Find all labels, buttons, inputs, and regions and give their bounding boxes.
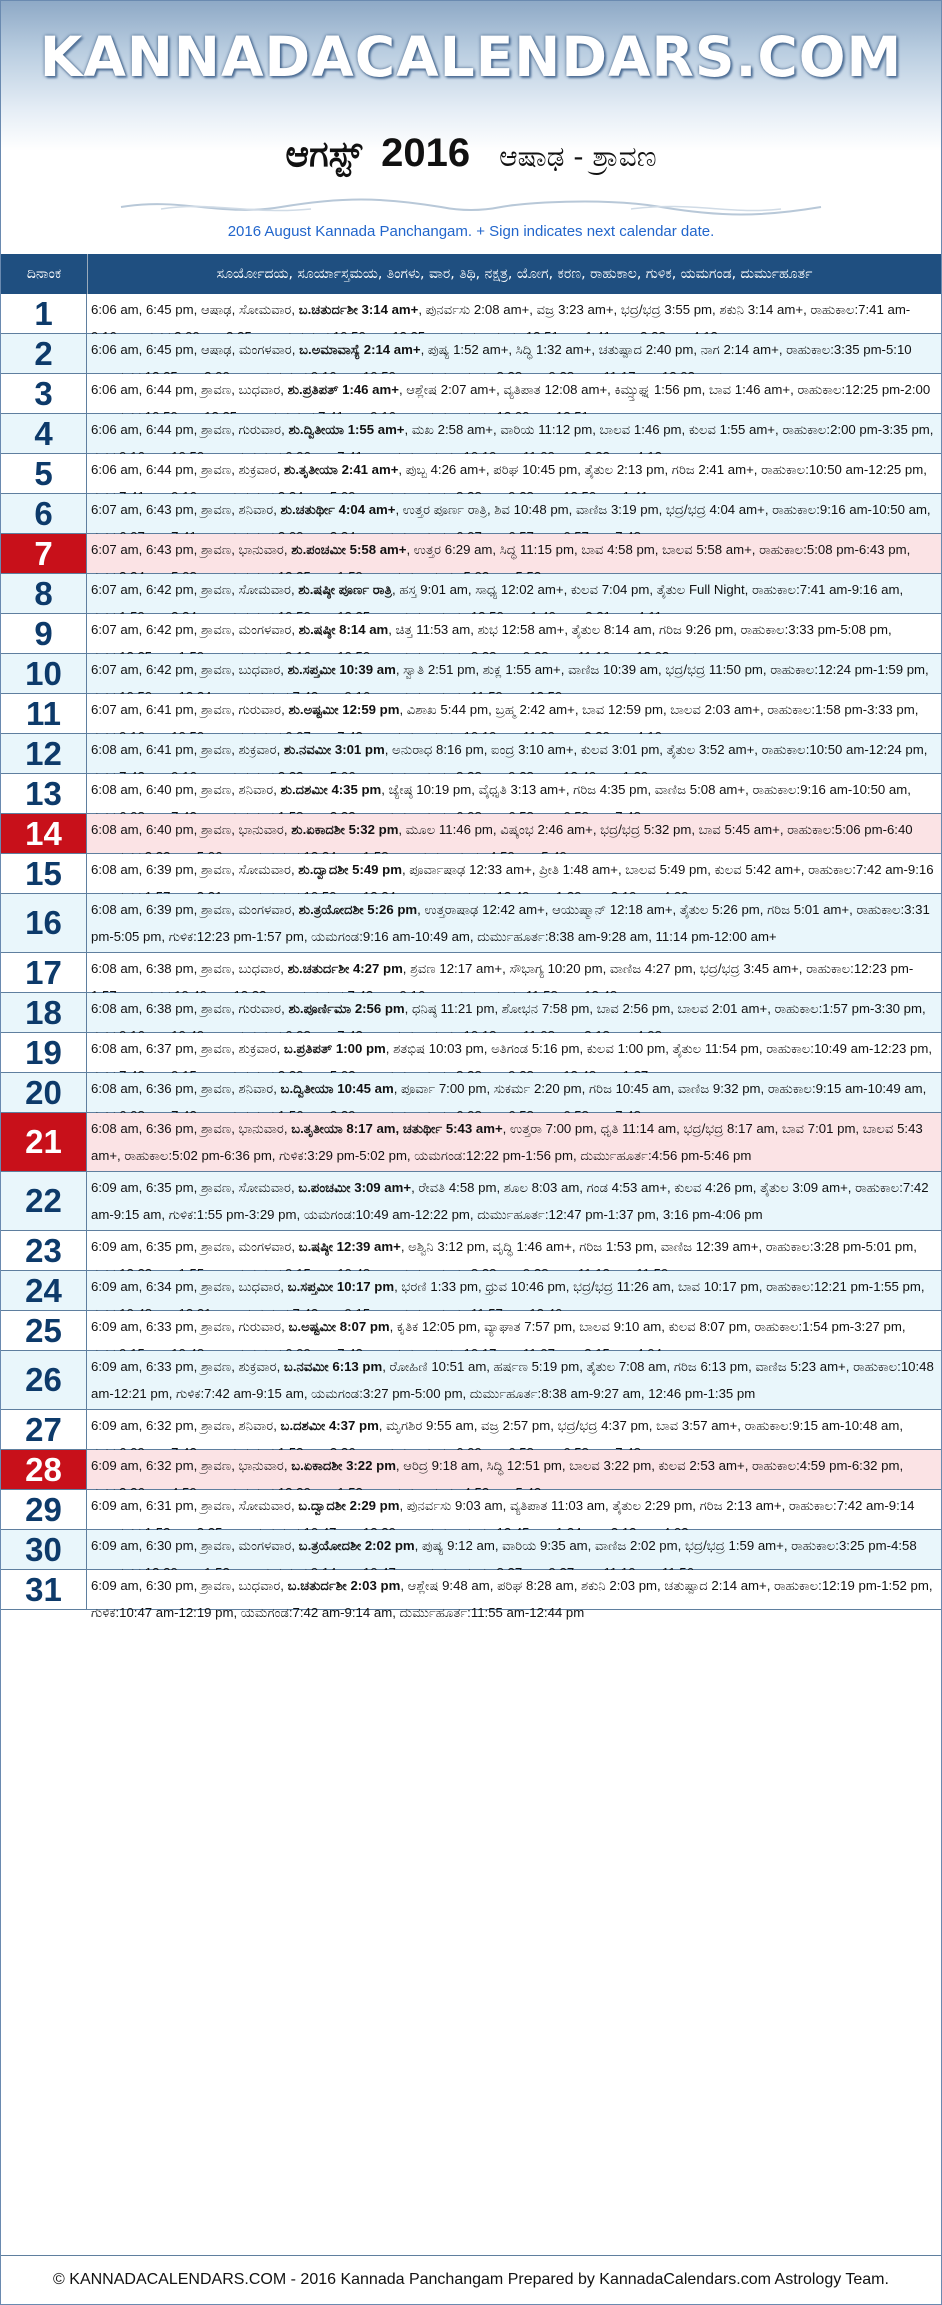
month-name: ಆಗಸ್ಟ್ xyxy=(285,134,362,175)
table-row xyxy=(1,1073,941,1113)
table-row xyxy=(1,734,941,774)
tithi: ಶು.ದ್ವಿತೀಯಾ 1:55 am+ xyxy=(288,422,405,437)
day-number: 10 xyxy=(1,654,87,693)
sun-month-weekday: 6:09 am, 6:31 pm, ಶ್ರಾವಣ, ಸೋಮವಾರ, xyxy=(91,1498,299,1513)
panchanga-details: , ಪೂರ್ವಾಷಾಢ 12:33 am+, ಪ್ರೀತಿ 1:48 am+, ಬಾಲವ 5:49 pm, ಕುಲವ 5:42 am+, ರಾಹುಕಾಲ:7:42 am-9:16 xyxy=(401,862,934,877)
day-details xyxy=(87,414,941,453)
table-header xyxy=(1,254,941,294)
sun-month-weekday: 6:09 am, 6:35 pm, ಶ್ರಾವಣ, ಮಂಗಳವಾರ, xyxy=(91,1239,299,1254)
tithi: ಶು.ಷಷ್ಠೀ 8:14 am xyxy=(298,622,389,637)
day-number: 13 xyxy=(1,774,87,813)
tithi: ಬ.ತ್ರಯೋದಶೀ 2:02 pm xyxy=(298,1538,415,1553)
sun-month-weekday: 6:08 am, 6:40 pm, ಶ್ರಾವಣ, ಶನಿವಾರ, xyxy=(91,782,281,797)
footer: © KANNADACALENDARS.COM - 2016 Kannada Panchangam Prepared by KannadaCalendars.com Astrology Team. xyxy=(1,2255,941,2304)
sun-month-weekday: 6:08 am, 6:39 pm, ಶ್ರಾವಣ, ಸೋಮವಾರ, xyxy=(91,862,299,877)
panchanga-details: , ಶ್ರವಣ 12:17 am+, ಸೌಭಾಗ್ಯ 10:20 pm, ವಾಣಿಜ 4:27 pm, ಭದ್ರ/ಭದ್ರ 3:45 am+, ರಾಹುಕಾಲ:12:23 pm- xyxy=(402,961,914,976)
masa-name: ಆಷಾಢ - ಶ್ರಾವಣ xyxy=(499,140,657,173)
day-details xyxy=(87,1033,941,1072)
sun-month-weekday: 6:06 am, 6:44 pm, ಶ್ರಾವಣ, ಶುಕ್ರವಾರ, xyxy=(91,462,284,477)
sun-month-weekday: 6:08 am, 6:38 pm, ಶ್ರಾವಣ, ಗುರುವಾರ, xyxy=(91,1001,289,1016)
day-number: 19 xyxy=(1,1033,87,1072)
tithi: ಶು.ಚತುರ್ದಶೀ 4:27 pm xyxy=(287,961,403,976)
table-row xyxy=(1,494,941,534)
tithi: ಶು.ಏಕಾದಶೀ 5:32 pm xyxy=(291,822,399,837)
panchanga-details: , ಶತಭಿಷ 10:03 pm, ಅತಿಗಂಡ 5:16 pm, ಕುಲವ 1:00 pm, ತೈತುಲ 11:54 pm, ರಾಹುಕಾಲ:10:49 am-12:23 pm, xyxy=(385,1041,932,1056)
day-details xyxy=(87,294,941,333)
tithi: ಶು.ಅಷ್ಟಮೀ 12:59 pm xyxy=(288,702,400,717)
day-number: 14 xyxy=(1,814,87,853)
sun-month-weekday: 6:09 am, 6:33 pm, ಶ್ರಾವಣ, ಗುರುವಾರ, xyxy=(91,1319,289,1334)
sun-month-weekday: 6:07 am, 6:42 pm, ಶ್ರಾವಣ, ಮಂಗಳವಾರ, xyxy=(91,622,299,637)
sun-month-weekday: 6:08 am, 6:41 pm, ಶ್ರಾವಣ, ಶುಕ್ರವಾರ, xyxy=(91,742,284,757)
tithi: ಬ.ದಶಮೀ 4:37 pm xyxy=(280,1418,379,1433)
day-number: 11 xyxy=(1,694,87,733)
panchanga-details: , ಉತ್ತರಾಷಾಢ 12:42 am+, ಆಯುಷ್ಮಾನ್ 12:18 am+, ತೈತುಲ 5:26 pm, ಗರಿಜ 5:01 am+, ರಾಹುಕಾಲ:3:31 pm-5:05 pm, ಗುಳಿಕ:12:23 pm-1:57 pm, ಯಮಗಂಡ:9:16 am-10:49 am, ದುರ್ಮುಹೂರ್ತ:8:38 am-9:28 am, 11:14 pm-12:00 am+ xyxy=(91,902,930,944)
day-number: 6 xyxy=(1,494,87,533)
table-row xyxy=(1,334,941,374)
day-number: 18 xyxy=(1,993,87,1032)
sun-month-weekday: 6:07 am, 6:43 pm, ಶ್ರಾವಣ, ಭಾನುವಾರ, xyxy=(91,542,292,557)
panchanga-details: , ಆರಿದ್ರ 9:18 am, ಸಿದ್ಧಿ 12:51 pm, ಬಾಲವ 3:22 pm, ಕುಲವ 2:53 am+, ರಾಹುಕಾಲ:4:59 pm-6:32 pm, xyxy=(395,1458,904,1473)
table-row xyxy=(1,894,941,953)
panchanga-details: , ಅಶ್ವಿನಿ 3:12 pm, ವೃದ್ಧಿ 1:46 am+, ಗರಿಜ 1:53 pm, ವಾಣಿಜ 12:39 am+, ರಾಹುಕಾಲ:3:28 pm-5:01 pm, xyxy=(400,1239,917,1254)
panchanga-details: , ಪೂರ್ವಾ 7:00 pm, ಸುಕರ್ಮ 2:20 pm, ಗರಿಜ 10:45 am, ವಾಣಿಜ 9:32 pm, ರಾಹುಕಾಲ:9:15 am-10:49 am, xyxy=(393,1081,927,1096)
panchanga-details: , ಜ್ಯೇಷ್ಠ 10:19 pm, ವೈಧೃತಿ 3:13 am+, ಗರಿಜ 4:35 pm, ವಾಣಿಜ 5:08 am+, ರಾಹುಕಾಲ:9:16 am-10:50 am, xyxy=(381,782,911,797)
table-row xyxy=(1,953,941,993)
panchanga-details: , ಉತ್ತರಾ 7:00 pm, ಧೃತಿ 11:14 am, ಭದ್ರ/ಭದ್ರ 8:17 am, ಬಾವ 7:01 pm, ಬಾಲವ 5:43 am+, ರಾಹುಕಾಲ:5:02 pm-6:36 pm, ಗುಳಿಕ:3:29 pm-5:02 pm, ಯಮಗಂಡ:12:22 pm-1:56 pm, ದುರ್ಮುಹೂರ್ತ:4:56 pm-5:46 pm xyxy=(91,1121,923,1163)
tithi: ಶು.ಪ್ರತಿಪತ್ 1:46 am+ xyxy=(287,382,399,397)
panchanga-details: , ಪುಷ್ಯ 1:52 am+, ಸಿದ್ಧಿ 1:32 am+, ಚತುಷ್ಪಾದ 2:40 pm, ನಾಗ 2:14 am+, ರಾಹುಕಾಲ:3:35 pm-5:10 xyxy=(420,342,912,357)
tithi: ಶು.ತ್ರಯೋದಶೀ 5:26 pm xyxy=(298,902,418,917)
day-details xyxy=(87,1172,941,1230)
table-row xyxy=(1,534,941,574)
sun-month-weekday: 6:07 am, 6:41 pm, ಶ್ರಾವಣ, ಗುರುವಾರ, xyxy=(91,702,289,717)
table-row xyxy=(1,1570,941,1620)
day-number: 15 xyxy=(1,854,87,893)
panchanga-details: , ಪುನರ್ವಸು 9:03 am, ವ್ಯತಿಪಾತ 11:03 am, ತೈತುಲ 2:29 pm, ಗರಿಜ 2:13 am+, ರಾಹುಕಾಲ:7:42 am-9:14 xyxy=(399,1498,915,1513)
day-number: 24 xyxy=(1,1271,87,1310)
site-title: KANNADACALENDARS.COM xyxy=(39,25,903,89)
sun-month-weekday: 6:09 am, 6:32 pm, ಶ್ರಾವಣ, ಭಾನುವಾರ, xyxy=(91,1458,292,1473)
year: 2016 xyxy=(381,131,471,175)
day-details xyxy=(87,694,941,733)
day-number: 9 xyxy=(1,614,87,653)
table-row xyxy=(1,1271,941,1311)
day-details xyxy=(87,574,941,613)
day-details xyxy=(87,993,941,1032)
table-row xyxy=(1,814,941,854)
sun-month-weekday: 6:08 am, 6:40 pm, ಶ್ರಾವಣ, ಭಾನುವಾರ, xyxy=(91,822,292,837)
panchanga-details: , ಮೂಲ 11:46 pm, ವಿಷ್ಕಂಭ 2:46 am+, ಭದ್ರ/ಭದ್ರ 5:32 pm, ಬಾವ 5:45 am+, ರಾಹುಕಾಲ:5:06 pm-6:40 xyxy=(398,822,913,837)
day-number: 8 xyxy=(1,574,87,613)
day-details xyxy=(87,953,941,992)
table-row xyxy=(1,574,941,614)
tithi: ಶು.ದಶಮೀ 4:35 pm xyxy=(280,782,382,797)
table-row xyxy=(1,1450,941,1490)
tithi: ಶು.ಚತುರ್ಥೀ 4:04 am+ xyxy=(280,502,396,517)
tithi: ಬ.ದ್ವಿತೀಯಾ 10:45 am xyxy=(280,1081,394,1096)
header-banner xyxy=(1,1,941,254)
sun-month-weekday: 6:08 am, 6:36 pm, ಶ್ರಾವಣ, ಶನಿವಾರ, xyxy=(91,1081,281,1096)
tithi: ಶು.ಸಪ್ತಮೀ 10:39 am xyxy=(287,662,396,677)
day-number: 25 xyxy=(1,1311,87,1350)
table-row xyxy=(1,454,941,494)
day-number: 12 xyxy=(1,734,87,773)
day-details xyxy=(87,1410,941,1449)
panchanga-details: , ರೋಹಿಣಿ 10:51 am, ಹರ್ಷಣ 5:19 pm, ತೈತುಲ 7:08 am, ಗರಿಜ 6:13 pm, ವಾಣಿಜ 5:23 am+, ರಾಹುಕಾಲ:10:48 am-12:21 pm, ಗುಳಿಕ:7:42 am-9:15 am, ಯಮಗಂಡ:3:27 pm-5:00 pm, ದುರ್ಮುಹೂರ್ತ:8:38 am-9:27 am, 12:46 pm-1:35 pm xyxy=(91,1359,934,1401)
table-row xyxy=(1,1172,941,1231)
sun-month-weekday: 6:06 am, 6:45 pm, ಆಷಾಢ, ಮಂಗಳವಾರ, xyxy=(91,342,300,357)
day-details xyxy=(87,854,941,893)
day-details xyxy=(87,614,941,653)
day-number: 16 xyxy=(1,894,87,952)
day-details xyxy=(87,1113,941,1171)
day-number: 26 xyxy=(1,1351,87,1409)
table-row xyxy=(1,1311,941,1351)
table-row xyxy=(1,414,941,454)
panchanga-details: , ಪುನರ್ವಸು 2:08 am+, ವಜ್ರ 3:23 am+, ಭದ್ರ/ಭದ್ರ 3:55 pm, ಶಕುನಿ 3:14 am+, ರಾಹುಕಾಲ:7:41 am- xyxy=(418,302,911,317)
sun-month-weekday: 6:06 am, 6:45 pm, ಆಷಾಢ, ಸೋಮವಾರ, xyxy=(91,302,299,317)
day-number: 20 xyxy=(1,1073,87,1112)
day-details xyxy=(87,814,941,853)
day-details xyxy=(87,374,941,413)
tithi: ಶು.ಪಂಚಮೀ 5:58 am+ xyxy=(291,542,407,557)
panchanga-details: , ಭರಣಿ 1:33 pm, ಧ್ರುವ 10:46 pm, ಭದ್ರ/ಭದ್ರ 11:26 am, ಬಾವ 10:17 pm, ರಾಹುಕಾಲ:12:21 pm-1:55 pm, xyxy=(394,1279,925,1294)
panchanga-details: , ಮೃಗಶಿರ 9:55 am, ವಜ್ರ 2:57 pm, ಭದ್ರ/ಭದ್ರ 4:37 pm, ಬಾವ 3:57 am+, ರಾಹುಕಾಲ:9:15 am-10:48 am, xyxy=(378,1418,904,1433)
table-row xyxy=(1,1113,941,1172)
day-number: 21 xyxy=(1,1113,87,1171)
day-details xyxy=(87,1311,941,1350)
panchanga-details: , ಅನುರಾಧ 8:16 pm, ಐಂದ್ರ 3:10 am+, ಕುಲವ 3:01 pm, ತೈತುಲ 3:52 am+, ರಾಹುಕಾಲ:10:50 am-12:24 pm, xyxy=(384,742,928,757)
day-details xyxy=(87,894,941,952)
tithi: ಬ.ಸಪ್ತಮೀ 10:17 pm xyxy=(287,1279,395,1294)
sun-month-weekday: 6:08 am, 6:36 pm, ಶ್ರಾವಣ, ಭಾನುವಾರ, xyxy=(91,1121,292,1136)
panchanga-details: , ಮಖ 2:58 am+, ವಾರಿಯ 11:12 pm, ಬಾಲವ 1:46 pm, ಕುಲವ 1:55 am+, ರಾಹುಕಾಲ:2:00 pm-3:35 pm, xyxy=(404,422,934,437)
day-details xyxy=(87,1490,941,1529)
tithi: ಶು.ದ್ವಾದಶೀ 5:49 pm xyxy=(298,862,402,877)
sun-month-weekday: 6:09 am, 6:35 pm, ಶ್ರಾವಣ, ಸೋಮವಾರ, xyxy=(91,1180,299,1195)
day-number: 30 xyxy=(1,1530,87,1569)
header-details: ಸೂರ್ಯೋದಯ, ಸೂರ್ಯಾಸ್ತಮಯ, ತಿಂಗಳು, ವಾರ, ತಿಥಿ, ನಕ್ಷತ್ರ, ಯೋಗ, ಕರಣ, ರಾಹುಕಾಲ, ಗುಳಿಕ, ಯಮಗಂಡ, ದುರ್ಮುಹೂರ್ತ xyxy=(216,266,813,282)
sun-month-weekday: 6:07 am, 6:42 pm, ಶ್ರಾವಣ, ಸೋಮವಾರ, xyxy=(91,582,299,597)
sun-month-weekday: 6:09 am, 6:32 pm, ಶ್ರಾವಣ, ಶನಿವಾರ, xyxy=(91,1418,281,1433)
day-details xyxy=(87,534,941,573)
day-details xyxy=(87,1351,941,1409)
tithi: ಬ.ಅಮಾವಾಸ್ಯೆ 2:14 am+ xyxy=(299,342,421,357)
table-row xyxy=(1,654,941,694)
sun-month-weekday: 6:07 am, 6:42 pm, ಶ್ರಾವಣ, ಬುಧವಾರ, xyxy=(91,662,288,677)
sun-month-weekday: 6:06 am, 6:44 pm, ಶ್ರಾವಣ, ಬುಧವಾರ, xyxy=(91,382,288,397)
sun-month-weekday: 6:08 am, 6:37 pm, ಶ್ರಾವಣ, ಶುಕ್ರವಾರ, xyxy=(91,1041,284,1056)
panchanga-details: , ವಿಶಾಖ 5:44 pm, ಬ್ರಹ್ಮ 2:42 am+, ಬಾವ 12:59 pm, ಬಾಲವ 2:03 am+, ರಾಹುಕಾಲ:1:58 pm-3:33 pm, xyxy=(399,702,919,717)
tithi: ಬ.ಷಷ್ಠೀ 12:39 am+ xyxy=(298,1239,401,1254)
day-details xyxy=(87,1271,941,1310)
table-row xyxy=(1,1490,941,1530)
panchanga-details: , ಉತ್ತರ 6:29 am, ಸಿದ್ಧ 11:15 pm, ಬಾವ 4:58 pm, ಬಾಲವ 5:58 am+, ರಾಹುಕಾಲ:5:08 pm-6:43 pm, xyxy=(406,542,911,557)
panchanga-details: , ಚಿತ್ತ 11:53 am, ಶುಭ 12:58 am+, ತೈತುಲ 8:14 am, ಗರಿಜ 9:26 pm, ರಾಹುಕಾಲ:3:33 pm-5:08 pm, xyxy=(388,622,892,637)
panchanga-details: , ರೇವತಿ 4:58 pm, ಶೂಲ 8:03 am, ಗಂಡ 4:53 am+, ಕುಲವ 4:26 pm, ತೈತುಲ 3:09 am+, ರಾಹುಕಾಲ:7:42 am-9:15 am, ಗುಳಿಕ:1:55 pm-3:29 pm, ಯಮಗಂಡ:10:49 am-12:22 pm, ದುರ್ಮುಹೂರ್ತ:12:47 pm-1:37 pm, 3:16 pm-4:06 pm xyxy=(91,1180,929,1222)
sun-month-weekday: 6:08 am, 6:38 pm, ಶ್ರಾವಣ, ಬುಧವಾರ, xyxy=(91,961,288,976)
subtitle: 2016 August Kannada Panchangam. + Sign indicates next calendar date. xyxy=(227,223,715,240)
tithi: ಬ.ಚತುರ್ದಶೀ 3:14 am+ xyxy=(298,302,419,317)
tithi: ಬ.ನವಮೀ 6:13 pm xyxy=(283,1359,383,1374)
panchanga-details: , ಆಶ್ಲೇಷ 9:48 am, ಪರಿಘ 8:28 am, ಶಕುನಿ 2:03 pm, ಚತುಷ್ಪಾದ 2:14 am+, ರಾಹುಕಾಲ:12:19 pm-1:52 pm, ಗುಳಿಕ:10:47 am-12:19 pm, ಯಮಗಂಡ:7:42 am-9:14 am, ದುರ್ಮುಹೂರ್ತ:11:55 am-12:44 pm xyxy=(91,1578,933,1620)
day-details xyxy=(87,454,941,493)
table-row xyxy=(1,854,941,894)
sun-month-weekday: 6:06 am, 6:44 pm, ಶ್ರಾವಣ, ಗುರುವಾರ, xyxy=(91,422,289,437)
day-number: 1 xyxy=(1,294,87,333)
day-number: 29 xyxy=(1,1490,87,1529)
page-title xyxy=(1,131,941,176)
tithi: ಬ.ಪ್ರತಿಪತ್ 1:00 pm xyxy=(283,1041,386,1056)
day-number: 3 xyxy=(1,374,87,413)
table-row xyxy=(1,774,941,814)
panchanga-details: , ಪುಬ್ಬ 4:26 am+, ಪರಿಘ 10:45 pm, ತೈತುಲ 2:13 pm, ಗರಿಜ 2:41 am+, ರಾಹುಕಾಲ:10:50 am-12:25 pm, xyxy=(398,462,927,477)
day-details xyxy=(87,1450,941,1489)
day-details xyxy=(87,774,941,813)
table-row xyxy=(1,374,941,414)
header-date: ದಿನಾಂಕ xyxy=(1,254,88,294)
sun-month-weekday: 6:08 am, 6:39 pm, ಶ್ರಾವಣ, ಮಂಗಳವಾರ, xyxy=(91,902,299,917)
panchanga-details: , ಆಶ್ಲೇಷ 2:07 am+, ವ್ಯತಿಪಾತ 12:08 am+, ಕಿಮ್ಸ್ತುಘ್ನ 1:56 pm, ಬಾವ 1:46 am+, ರಾಹುಕಾಲ:12:25 pm-2:00 xyxy=(398,382,931,397)
tithi: ಬ.ಏಕಾದಶೀ 3:22 pm xyxy=(291,1458,396,1473)
panchanga-details: , ಹಸ್ತ 9:01 am, ಸಾಧ್ಯ 12:02 am+, ಕುಲವ 7:04 pm, ತೈತುಲ Full Night, ರಾಹುಕಾಲ:7:41 am-9:16 am, xyxy=(392,582,904,597)
day-number: 22 xyxy=(1,1172,87,1230)
table-row xyxy=(1,1231,941,1271)
day-number: 27 xyxy=(1,1410,87,1449)
tithi: ಬ.ದ್ವಾದಶೀ 2:29 pm xyxy=(298,1498,400,1513)
tithi: ಶು.ಪೂರ್ಣಿಮಾ 2:56 pm xyxy=(288,1001,405,1016)
day-number: 17 xyxy=(1,953,87,992)
tithi: ಬ.ಚತುರ್ದಶೀ 2:03 pm xyxy=(287,1578,401,1593)
panchanga-details: , ಪುಷ್ಯ 9:12 am, ವಾರಿಯ 9:35 am, ವಾಣಿಜ 2:02 pm, ಭದ್ರ/ಭದ್ರ 1:59 am+, ರಾಹುಕಾಲ:3:25 pm-4:58 xyxy=(414,1538,917,1553)
day-number: 2 xyxy=(1,334,87,373)
day-number: 28 xyxy=(1,1450,87,1489)
table-row xyxy=(1,294,941,334)
sun-month-weekday: 6:09 am, 6:30 pm, ಶ್ರಾವಣ, ಬುಧವಾರ, xyxy=(91,1578,288,1593)
day-details xyxy=(87,1570,941,1620)
table-row xyxy=(1,1033,941,1073)
panchanga-details: , ಧನಿಷ್ಠ 11:21 pm, ಶೋಭನ 7:58 pm, ಬಾವ 2:56 pm, ಬಾಲವ 2:01 am+, ರಾಹುಕಾಲ:1:57 pm-3:30 pm, xyxy=(404,1001,926,1016)
table-row xyxy=(1,694,941,734)
tithi: ಬ.ತೃತೀಯಾ 8:17 am, ಚತುರ್ಥೀ 5:43 am+ xyxy=(291,1121,503,1136)
day-details xyxy=(87,1530,941,1569)
tithi: ಶು.ಷಷ್ಠೀ ಪೂರ್ಣ ರಾತ್ರಿ xyxy=(298,582,392,597)
day-details xyxy=(87,654,941,693)
table-row xyxy=(1,1410,941,1450)
day-number: 23 xyxy=(1,1231,87,1270)
tithi: ಶು.ನವಮೀ 3:01 pm xyxy=(283,742,385,757)
days-table xyxy=(1,294,941,1620)
day-details xyxy=(87,734,941,773)
table-row xyxy=(1,1351,941,1410)
sun-month-weekday: 6:09 am, 6:33 pm, ಶ್ರಾವಣ, ಶುಕ್ರವಾರ, xyxy=(91,1359,284,1374)
day-number: 5 xyxy=(1,454,87,493)
day-details xyxy=(87,1231,941,1270)
day-details xyxy=(87,334,941,373)
panchanga-details: , ಸ್ವಾತಿ 2:51 pm, ಶುಕ್ಲ 1:55 am+, ವಾಣಿಜ 10:39 am, ಭದ್ರ/ಭದ್ರ 11:50 pm, ರಾಹುಕಾಲ:12:24 pm-1:59 pm, xyxy=(395,662,929,677)
tithi: ಶು.ತೃತೀಯಾ 2:41 am+ xyxy=(283,462,399,477)
sun-month-weekday: 6:09 am, 6:34 pm, ಶ್ರಾವಣ, ಬುಧವಾರ, xyxy=(91,1279,288,1294)
tithi: ಬ.ಪಂಚಮೀ 3:09 am+ xyxy=(298,1180,412,1195)
table-row xyxy=(1,993,941,1033)
tithi: ಬ.ಅಷ್ಟಮೀ 8:07 pm xyxy=(288,1319,390,1334)
sun-month-weekday: 6:09 am, 6:30 pm, ಶ್ರಾವಣ, ಮಂಗಳವಾರ, xyxy=(91,1538,299,1553)
panchanga-details: , ಉತ್ತರ ಪೂರ್ಣ ರಾತ್ರಿ, ಶಿವ 10:48 pm, ವಾಣಿಜ 3:19 pm, ಭದ್ರ/ಭದ್ರ 4:04 am+, ರಾಹುಕಾಲ:9:16 am-10:50 am, xyxy=(395,502,931,517)
day-details xyxy=(87,494,941,533)
day-number: 31 xyxy=(1,1570,87,1609)
day-number: 4 xyxy=(1,414,87,453)
table-row xyxy=(1,614,941,654)
decorative-swirl-icon xyxy=(121,197,821,217)
panchanga-details: , ಕೃತಿಕ 12:05 pm, ವ್ಯಾಘಾತ 7:57 pm, ಬಾಲವ 9:10 am, ಕುಲವ 8:07 pm, ರಾಹುಕಾಲ:1:54 pm-3:27 pm, xyxy=(389,1319,906,1334)
sun-month-weekday: 6:07 am, 6:43 pm, ಶ್ರಾವಣ, ಶನಿವಾರ, xyxy=(91,502,281,517)
day-details xyxy=(87,1073,941,1112)
table-row xyxy=(1,1530,941,1570)
day-number: 7 xyxy=(1,534,87,573)
